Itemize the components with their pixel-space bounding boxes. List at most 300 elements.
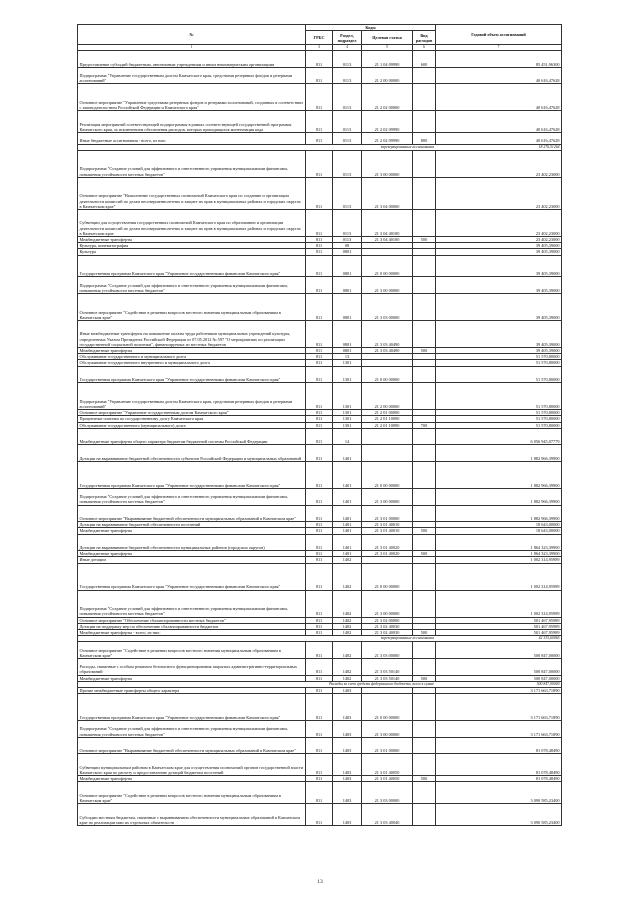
cell-sum: 1 864 323,39900 — [436, 551, 562, 557]
cell-grbs: 811 — [306, 249, 333, 255]
cell-grbs: 811 — [306, 534, 333, 551]
cell-name: Дотации на выравнивание бюджетной обеспеченности муниципальных районов (городских округов) — [78, 534, 306, 551]
cell-target-article: 21 3 03 40040 — [362, 804, 413, 826]
cell-sum: 3 171 663,71890 — [436, 694, 562, 721]
cell-expense-type — [413, 177, 436, 209]
cell-sum: 39 405,39000 — [436, 243, 562, 249]
cell-sum: 18 643,00000 — [436, 522, 562, 528]
cell-razdel: 1403 — [333, 754, 362, 776]
cell-grbs: 811 — [306, 563, 333, 590]
cell-razdel: 1403 — [333, 776, 362, 782]
cell-razdel: 0113 — [333, 177, 362, 209]
cell-grbs: 811 — [306, 428, 333, 445]
cell-razdel: 0113 — [333, 84, 362, 111]
table-row — [78, 590, 562, 617]
table-row — [78, 694, 562, 721]
cell-name: Основное мероприятие "Управление средствами резервных фондов и резервами ассигнований, созданных в соответствии с законодательством Российской Федерации и Камчатского края" — [78, 84, 306, 111]
cell-sum: 85 451,96300 — [436, 51, 562, 68]
col-num-3: 3 — [306, 45, 333, 51]
cell-grbs: 811 — [306, 804, 333, 826]
cell-name: Прочие межбюджетные трансферты общего характера — [78, 687, 306, 693]
cell-grbs: 811 — [306, 209, 333, 236]
cell-sum: 39 405,39000 — [436, 277, 562, 294]
cell-expense-type — [413, 782, 436, 804]
document-page — [77, 24, 561, 826]
cell-name: Основное мероприятие "Управление государственным долгом Камчатского края" — [78, 410, 306, 416]
cell-sum: 1 882 966,39900 — [436, 461, 562, 488]
table-row — [78, 255, 562, 277]
cell-name: Государственная программа Камчатского края "Управление государственными финансами Камчатского края" — [78, 461, 306, 488]
cell-expense-type — [413, 255, 436, 277]
cell-name: Государственная программа Камчатского края "Управление государственными финансами Камчатского края" — [78, 563, 306, 590]
cell-expense-type — [413, 505, 436, 522]
cell-expense-type: 800 — [413, 133, 436, 144]
cell-sum: 3 171 663,71890 — [436, 721, 562, 738]
col-razdel-header: Раздел, подраздел — [333, 31, 362, 45]
cell-grbs: 811 — [306, 629, 333, 635]
cell-grbs: 811 — [306, 255, 333, 277]
cell-sum: 51 570,80000 — [436, 383, 562, 410]
cell-grbs: 811 — [306, 737, 333, 754]
cell-target-article: 21 3 04 40100 — [362, 236, 413, 242]
cell-razdel: 1402 — [333, 557, 362, 563]
col-num-7: 7 — [436, 45, 562, 51]
cell-expense-type — [413, 658, 436, 675]
cell-target-article: 21 0 00 00000 — [362, 255, 413, 277]
cell-target-article: 21 2 00 00000 — [362, 67, 413, 84]
cell-sum: 23 402,23000 — [436, 209, 562, 236]
cell-razdel: 1401 — [333, 461, 362, 488]
cell-sum: 39 405,39000 — [436, 320, 562, 347]
cell-target-article — [362, 428, 413, 445]
cell-sum: 23 402,23000 — [436, 236, 562, 242]
cell-razdel: 0801 — [333, 255, 362, 277]
col-grbs-header: ГРБС — [306, 31, 333, 45]
cell-sum: 81 078,48490 — [436, 776, 562, 782]
cell-name: Подпрограмма "Создание условий для эффективного и ответственного управления муниципальными финансами, повышения устойчивости местных бюджетов" — [78, 721, 306, 738]
cell-name: Культура, кинематография — [78, 243, 306, 249]
cell-razdel: 1401 — [333, 505, 362, 522]
cell-razdel: 14 — [333, 428, 362, 445]
note-sum: 500 847,00000 — [436, 681, 562, 687]
cell-razdel: 0801 — [333, 293, 362, 320]
note-sum: 18 276,51264 — [436, 144, 562, 150]
cell-razdel: 1403 — [333, 694, 362, 721]
col-num-4: 4 — [333, 45, 362, 51]
cell-sum: 40 616,47628 — [436, 111, 562, 133]
cell-name: Расходы, связанные с особым режимом безопасного функционирования закрытых административно-территориальных образований — [78, 658, 306, 675]
cell-razdel: 1301 — [333, 360, 362, 366]
cell-name: Основное мероприятие "Выполнение государственных полномочий Камчатского края по созданию и организации деятельности комиссий по делам несовершеннолетних и защите их прав в муниципальных районах и городских округах в Камчатском крае" — [78, 177, 306, 209]
cell-name: Субвенции муниципальным районам в Камчатском крае для осуществления полномочий органов государственной власти Камчатского края по расчету и предоставлению дотаций бюджетам поселений — [78, 754, 306, 776]
cell-razdel: 0113 — [333, 67, 362, 84]
cell-target-article: 21 3 03 40490 — [362, 320, 413, 347]
cell-sum: 500 847,00000 — [436, 658, 562, 675]
cell-name: Культура — [78, 249, 306, 255]
cell-sum: 51 570,80000 — [436, 410, 562, 416]
cell-razdel: 1403 — [333, 782, 362, 804]
cell-grbs: 811 — [306, 687, 333, 693]
cell-expense-type — [413, 293, 436, 320]
cell-target-article: 21 3 03 00000 — [362, 782, 413, 804]
cell-expense-type — [413, 277, 436, 294]
table-row — [78, 488, 562, 505]
cell-grbs: 811 — [306, 133, 333, 144]
cell-expense-type — [413, 428, 436, 445]
cell-target-article: 21 0 00 00000 — [362, 461, 413, 488]
cell-sum: 1 002 314,95989 — [436, 563, 562, 590]
cell-target-article: 21 3 00 00000 — [362, 150, 413, 177]
cell-target-article: 21 0 00 00000 — [362, 694, 413, 721]
cell-sum: 3 090 585,23400 — [436, 782, 562, 804]
cell-expense-type: 500 — [413, 236, 436, 242]
cell-name: Обслуживание государственного внутреннего и муниципального долга — [78, 360, 306, 366]
cell-name: Подпрограмма "Создание условий для эффективного и ответственного управления муниципальными финансами, повышения устойчивости местных бюджетов" — [78, 488, 306, 505]
cell-razdel: 1401 — [333, 445, 362, 462]
cell-sum: 501 467,95989 — [436, 617, 562, 623]
cell-razdel: 1402 — [333, 590, 362, 617]
cell-sum: 1 882 966,39900 — [436, 445, 562, 462]
col-cs-header: Целевая статья — [362, 31, 413, 45]
table-row — [78, 737, 562, 754]
cell-grbs: 811 — [306, 776, 333, 782]
cell-grbs: 811 — [306, 623, 333, 629]
cell-name: Подпрограмма "Управление государственным долгом Камчатского края, средствами резервных фондов и резервами ассигнований" — [78, 67, 306, 84]
cell-expense-type: 500 — [413, 551, 436, 557]
cell-expense-type — [413, 150, 436, 177]
cell-name: Дотации на выравнивание бюджетной обеспеченности поселений — [78, 522, 306, 528]
table-row — [78, 366, 562, 383]
cell-name: Основное мероприятие "Содействие в решении вопросов местного значения муниципальным образованиям в Камчатском крае" — [78, 642, 306, 659]
note-sum: 42 335,60065 — [436, 636, 562, 642]
table-row — [78, 133, 562, 144]
col-num-5: 5 — [362, 45, 413, 51]
cell-grbs: 811 — [306, 675, 333, 681]
cell-razdel: 1401 — [333, 534, 362, 551]
cell-sum: 23 402,23000 — [436, 150, 562, 177]
cell-expense-type — [413, 461, 436, 488]
cell-target-article: 21 3 00 00000 — [362, 590, 413, 617]
cell-name: Подпрограмма "Создание условий для эффективного и ответственного управления муниципальными финансами, повышения устойчивости местных бюджетов" — [78, 150, 306, 177]
codes-header: Коды — [306, 25, 436, 31]
cell-grbs: 811 — [306, 754, 333, 776]
cell-razdel: 1301 — [333, 366, 362, 383]
cell-name: Основное мероприятие "Содействие в решении вопросов местного значения муниципальным образованиям в Камчатском крае" — [78, 293, 306, 320]
cell-razdel: 1402 — [333, 642, 362, 659]
cell-razdel: 1402 — [333, 623, 362, 629]
cell-razdel: 1401 — [333, 528, 362, 534]
cell-razdel: 1401 — [333, 522, 362, 528]
table-row — [78, 721, 562, 738]
table-row — [78, 505, 562, 522]
cell-expense-type — [413, 445, 436, 462]
cell-name: Государственная программа Камчатского края "Управление государственными финансами Камчатского края" — [78, 255, 306, 277]
cell-grbs: 811 — [306, 366, 333, 383]
cell-grbs: 811 — [306, 293, 333, 320]
cell-grbs: 811 — [306, 177, 333, 209]
cell-sum: 501 467,95989 — [436, 629, 562, 635]
cell-name: Субвенции для осуществления государственных полномочий Камчатского края по образованию и организации деятельности комиссий по делам несовершеннолетних и защите их прав в муниципальных районах и городских округах в Камчатском крае — [78, 209, 306, 236]
cell-name: Субсидии местным бюджетам, связанные с выравниванием обеспеченности муниципальных образований в Камчатском крае по реализации ими их отдельных обязательств — [78, 804, 306, 826]
cell-razdel: 0113 — [333, 133, 362, 144]
budget-table — [77, 24, 562, 826]
cell-target-article: 21 3 00 00000 — [362, 488, 413, 505]
cell-target-article: 21 3 02 00000 — [362, 617, 413, 623]
cell-razdel: 1402 — [333, 658, 362, 675]
cell-sum: 500 847,00000 — [436, 642, 562, 659]
table-row — [78, 67, 562, 84]
table-row — [78, 383, 562, 410]
table-row — [78, 150, 562, 177]
cell-grbs: 811 — [306, 782, 333, 804]
cell-sum: 40 616,47628 — [436, 84, 562, 111]
cell-grbs: 811 — [306, 347, 333, 353]
cell-sum: 39 405,39000 — [436, 255, 562, 277]
cell-name: Подпрограмма "Создание условий для эффективного и ответственного управления муниципальными финансами, повышения устойчивости местных бюджетов" — [78, 277, 306, 294]
cell-sum: 81 078,48490 — [436, 754, 562, 776]
cell-sum: 6 056 945,07779 — [436, 428, 562, 445]
cell-name: Межбюджетные трансферты — [78, 347, 306, 353]
cell-grbs: 811 — [306, 67, 333, 84]
cell-grbs: 811 — [306, 84, 333, 111]
col-name-header: № — [78, 25, 306, 45]
cell-name: Основное мероприятие "Выравнивание бюджетной обеспеченности муниципальных образований в Камчатском крае" — [78, 737, 306, 754]
col-vr-header: Вид расходов — [413, 31, 436, 45]
cell-sum: 40 616,47628 — [436, 133, 562, 144]
table-row — [78, 320, 562, 347]
cell-target-article: 21 2 01 10090 — [362, 422, 413, 428]
cell-grbs: 811 — [306, 111, 333, 133]
cell-name: Межбюджетные трансферты общего характера бюджетам бюджетной системы Российской Федерации — [78, 428, 306, 445]
table-row — [78, 782, 562, 804]
cell-name: Межбюджетные трансферты — [78, 528, 306, 534]
cell-razdel: 0113 — [333, 51, 362, 68]
cell-target-article: 21 3 02 40030 — [362, 629, 413, 635]
cell-name: Подпрограмма "Управление государственным долгом Камчатского края, средствами резервных фондов и резервами ассигнований" — [78, 383, 306, 410]
cell-grbs: 811 — [306, 642, 333, 659]
cell-name: Межбюджетные трансферты — [78, 551, 306, 557]
cell-name: Основное мероприятие "Обеспечение сбалансированности местных бюджетов" — [78, 617, 306, 623]
cell-target-article: 21 2 01 00000 — [362, 410, 413, 416]
cell-target-article: 21 2 02 09990 — [362, 133, 413, 144]
cell-sum: 1 882 966,39900 — [436, 488, 562, 505]
cell-expense-type — [413, 563, 436, 590]
table-row — [78, 428, 562, 445]
table-row — [78, 642, 562, 659]
cell-target-article: 21 3 03 40490 — [362, 347, 413, 353]
cell-grbs: 811 — [306, 694, 333, 721]
table-row — [78, 209, 562, 236]
cell-target-article: 21 3 00 00000 — [362, 721, 413, 738]
cell-expense-type — [413, 804, 436, 826]
cell-target-article — [362, 445, 413, 462]
cell-expense-type: 500 — [413, 675, 436, 681]
cell-grbs: 811 — [306, 522, 333, 528]
cell-expense-type — [413, 534, 436, 551]
cell-razdel: 13 — [333, 354, 362, 360]
cell-sum: 40 616,47628 — [436, 67, 562, 84]
cell-razdel: 1403 — [333, 804, 362, 826]
cell-target-article: 21 3 00 00000 — [362, 277, 413, 294]
cell-grbs: 811 — [306, 528, 333, 534]
cell-target-article: 21 3 01 00000 — [362, 505, 413, 522]
table-row — [78, 277, 562, 294]
cell-sum: 500 847,00000 — [436, 675, 562, 681]
cell-target-article: 21 1 04 09990 — [362, 51, 413, 68]
cell-expense-type — [413, 721, 436, 738]
cell-grbs: 811 — [306, 422, 333, 428]
cell-expense-type: 700 — [413, 422, 436, 428]
cell-razdel: 1402 — [333, 617, 362, 623]
cell-sum: 51 570,80000 — [436, 360, 562, 366]
cell-expense-type — [413, 694, 436, 721]
cell-grbs: 811 — [306, 150, 333, 177]
cell-sum: 3 090 585,23400 — [436, 804, 562, 826]
cell-razdel: 0113 — [333, 150, 362, 177]
cell-expense-type — [413, 366, 436, 383]
cell-expense-type — [413, 67, 436, 84]
table-row — [78, 111, 562, 133]
cell-expense-type — [413, 488, 436, 505]
cell-razdel: 1401 — [333, 488, 362, 505]
cell-name: Основное мероприятие "Выравнивание бюджетной обеспеченности муниципальных образований в Камчатском крае" — [78, 505, 306, 522]
cell-razdel: 1301 — [333, 422, 362, 428]
cell-target-article: 21 3 01 40010 — [362, 528, 413, 534]
cell-razdel: 08 — [333, 243, 362, 249]
cell-name: Подпрограмма "Создание условий для эффективного и ответственного управления муниципальными финансами, повышения устойчивости местных бюджетов" — [78, 590, 306, 617]
cell-expense-type — [413, 383, 436, 410]
cell-target-article: 21 3 03 50140 — [362, 658, 413, 675]
cell-expense-type — [413, 737, 436, 754]
cell-sum: 18 643,00000 — [436, 528, 562, 534]
table-row — [78, 563, 562, 590]
table-row — [78, 293, 562, 320]
cell-target-article: 21 0 00 00000 — [362, 366, 413, 383]
table-row — [78, 84, 562, 111]
cell-grbs: 811 — [306, 51, 333, 68]
table-row — [78, 804, 562, 826]
cell-expense-type: 500 — [413, 347, 436, 353]
cell-name: Иные межбюджетные трансферты на повышение оплаты труда работников муниципальных учреждений культуры, определенных Указом Президента Российской Федерации от 07.05.2012 № 597 "О мероприятиях по реализации государственной социальной политики", финансируемых из местных бюджетов — [78, 320, 306, 347]
note-label: зарезервированные ассигнования — [78, 636, 436, 642]
cell-target-article: 21 2 02 09990 — [362, 111, 413, 133]
cell-grbs: 811 — [306, 445, 333, 462]
cell-razdel: 0113 — [333, 236, 362, 242]
cell-target-article: 21 2 02 00000 — [362, 84, 413, 111]
cell-sum: 51 570,80000 — [436, 416, 562, 422]
cell-razdel: 1402 — [333, 675, 362, 681]
cell-expense-type — [413, 111, 436, 133]
cell-name: Дотации на выравнивание бюджетной обеспеченности субъектов Российской Федерации и муниципальных образований — [78, 445, 306, 462]
cell-target-article: 21 3 01 40010 — [362, 522, 413, 528]
cell-razdel: 1402 — [333, 563, 362, 590]
cell-razdel: 0113 — [333, 111, 362, 133]
cell-sum: 39 405,39000 — [436, 293, 562, 320]
col-sum-header: Годовой объем ассигнований — [436, 25, 562, 45]
cell-grbs: 811 — [306, 236, 333, 242]
cell-grbs: 811 — [306, 354, 333, 360]
cell-name: Межбюджетные трансферты — [78, 236, 306, 242]
cell-razdel: 1301 — [333, 410, 362, 416]
cell-razdel: 0801 — [333, 320, 362, 347]
cell-target-article: 21 3 04 00000 — [362, 177, 413, 209]
cell-expense-type — [413, 754, 436, 776]
cell-target-article: 21 3 01 40050 — [362, 754, 413, 776]
cell-grbs: 811 — [306, 320, 333, 347]
cell-grbs: 811 — [306, 416, 333, 422]
cell-razdel: 0113 — [333, 209, 362, 236]
cell-grbs: 811 — [306, 277, 333, 294]
cell-expense-type: 500 — [413, 776, 436, 782]
cell-grbs: 811 — [306, 410, 333, 416]
cell-razdel: 0801 — [333, 277, 362, 294]
table-row — [78, 445, 562, 462]
cell-grbs: 811 — [306, 383, 333, 410]
table-row — [78, 177, 562, 209]
cell-target-article: 21 3 01 40020 — [362, 551, 413, 557]
cell-name: Предоставление субсидий бюджетным, автономным учреждениям и иным некоммерческим организациям — [78, 51, 306, 68]
cell-razdel: 1403 — [333, 687, 362, 693]
cell-sum: 39 405,39000 — [436, 249, 562, 255]
cell-target-article: 21 2 01 10090 — [362, 416, 413, 422]
table-row — [78, 754, 562, 776]
table-row — [78, 534, 562, 551]
cell-sum: 81 078,48490 — [436, 737, 562, 754]
cell-expense-type: 600 — [413, 51, 436, 68]
col-num-1: 1 — [78, 45, 306, 51]
cell-razdel: 1403 — [333, 737, 362, 754]
cell-razdel: 0801 — [333, 249, 362, 255]
cell-expense-type — [413, 84, 436, 111]
cell-grbs: 811 — [306, 590, 333, 617]
cell-grbs: 811 — [306, 360, 333, 366]
cell-name: Обслуживание государственного и муниципального долга — [78, 354, 306, 360]
cell-expense-type — [413, 209, 436, 236]
cell-expense-type: 500 — [413, 528, 436, 534]
cell-sum: 1 882 966,39900 — [436, 505, 562, 522]
cell-grbs: 811 — [306, 488, 333, 505]
cell-target-article: 21 3 01 00000 — [362, 737, 413, 754]
cell-target-article: 21 3 03 00000 — [362, 293, 413, 320]
cell-razdel: 1403 — [333, 721, 362, 738]
cell-grbs: 811 — [306, 617, 333, 623]
col-num-6: 6 — [413, 45, 436, 51]
cell-target-article: 21 3 01 40050 — [362, 776, 413, 782]
cell-name: Основное мероприятие "Содействие в решении вопросов местного значения муниципальным образованиям в Камчатском крае" — [78, 782, 306, 804]
table-row — [78, 51, 562, 68]
cell-grbs: 811 — [306, 557, 333, 563]
note-label: Расходы за счет средств федерального бюджета, всего в сумме — [78, 681, 436, 687]
cell-name: Иные бюджетные ассигнования - всего, из них: — [78, 133, 306, 144]
table-body — [78, 51, 562, 826]
cell-grbs: 811 — [306, 658, 333, 675]
cell-sum: 3 171 663,71890 — [436, 687, 562, 693]
cell-target-article: 21 0 00 00000 — [362, 563, 413, 590]
cell-sum: 1 002 314,95989 — [436, 557, 562, 563]
cell-sum: 51 570,80000 — [436, 366, 562, 383]
cell-target-article: 21 3 02 40030 — [362, 623, 413, 629]
cell-razdel: 0801 — [333, 347, 362, 353]
table-row — [78, 658, 562, 675]
cell-grbs: 811 — [306, 505, 333, 522]
cell-expense-type — [413, 642, 436, 659]
cell-razdel: 1301 — [333, 383, 362, 410]
cell-target-article: 21 3 03 00000 — [362, 642, 413, 659]
cell-expense-type: 500 — [413, 629, 436, 635]
cell-razdel: 1301 — [333, 416, 362, 422]
cell-name: Государственная программа Камчатского края "Управление государственными финансами Камчатского края" — [78, 366, 306, 383]
cell-name: Межбюджетные трансферты — [78, 776, 306, 782]
